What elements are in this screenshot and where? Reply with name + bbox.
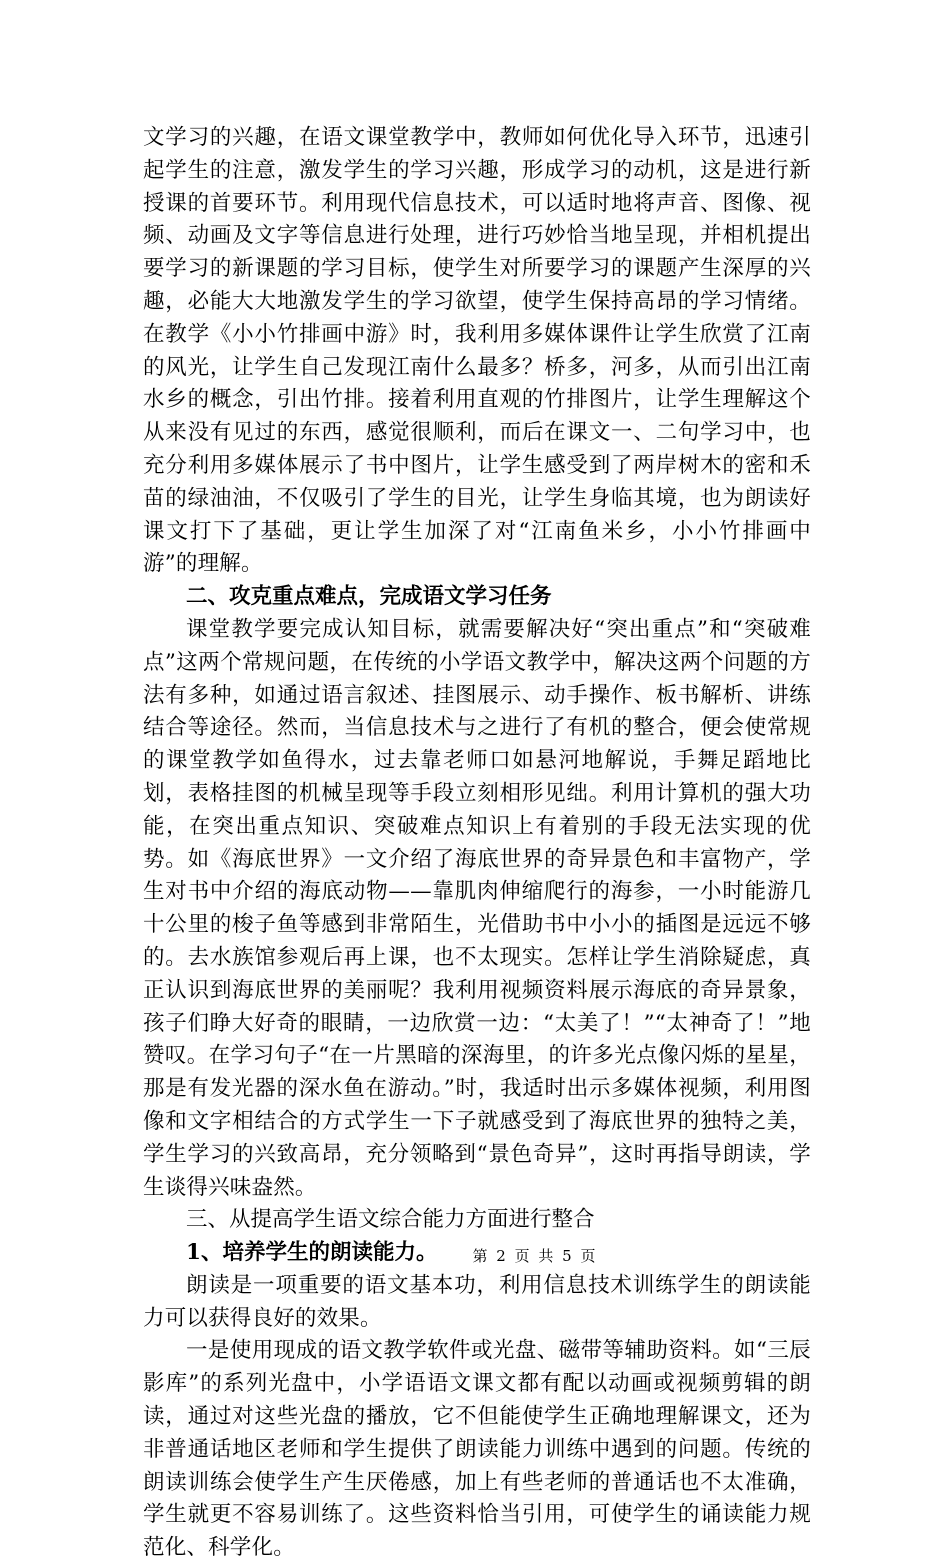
page-number-footer: 第 2 页 共 5 页 [472,1247,598,1265]
paragraph-key-points: 课堂教学要完成认知目标，就需要解决好“突出重点”和“突破难点”这两个常规问题，在传统的小学语文教学中，解决这两个问题的方法有多种，如通过语言叙述、挂图展示、动手操作、板书解析、讲练结合等途径。然而，当信息技术与之进行了有机的整合，便会使常规的课堂教学如鱼得水，过去靠老师口如悬河地解说，手舞足蹈地比划，表格挂图的机械呈现等手段立刻相形见绌。利用计算机的强大功能，在突出重点知识、突破难点知识上有着别的手段无法实现的优势。如《海底世界》一文介绍了海底世界的奇异景色和丰富物产，学生对书中介绍的海底动物——靠肌肉伸缩爬行的海参，一小时能游几十公里的梭子鱼等感到非常陌生，光借助书中小小的插图是远远不够的。去水族馆参观后再上课，也不太现实。怎样让学生消除疑虑，真正认识到海底世界的美丽呢？我利用视频资料展示海底的奇异景象，孩子们睁大好奇的眼睛，一边欣赏一边：“太美了！”“太神奇了！”地赞叹。在学习句子“在一片黑暗的深海里，的许多光点像闪烁的星星，那是有发光器的深水鱼在游动。”时，我适时出示多媒体视频，利用图像和文字相结合的方式学生一下子就感受到了海底世界的独特之美，学生学习的兴致高昂，充分领略到“景色奇异”，这时再指导朗读，学生谈得兴味盎然。 [143,616,811,1200]
section-heading-2: 二、攻克重点难点，完成语文学习任务 [186,584,552,610]
subsection-heading-reading: 1、培养学生的朗读能力。 [186,1240,438,1266]
paragraph-reading-intro: 朗读是一项重要的语文基本功，利用信息技术训练学生的朗读能力可以获得良好的效果。 [143,1272,811,1331]
paragraph-intro: 文学习的兴趣，在语文课堂教学中，教师如何优化导入环节，迅速引起学生的注意，激发学生的学习兴趣，形成学习的动机，这是进行新授课的首要环节。利用现代信息技术，可以适时地将声音、图像、视频、动画及文字等信息进行处理，进行巧妙恰当地呈现，并相机提出要学习的新课题的学习目标，使学生对所要学习的课题产生深厚的兴趣，必能大大地激发学生的学习欲望，使学生保持高昂的学习情绪。在教学《小小竹排画中游》时，我利用多媒体课件让学生欣赏了江南的风光，让学生自己发现江南什么最多？桥多，河多，从而引出江南水乡的概念，引出竹排。接着利用直观的竹排图片，让学生理解这个从来没有见过的东西，感觉很顺利，而后在课文一、二句学习中，也充分利用多媒体展示了书中图片，让学生感受到了两岸树木的密和禾苗的绿油油，不仅吸引了学生的目光，让学生身临其境，也为朗读好课文打下了基础，更让学生加深了对“江南鱼米乡，小小竹排画中游”的理解。 [143,125,811,577]
document-body [143,122,811,1565]
paragraph-reading-materials: 一是使用现成的语文教学软件或光盘、磁带等辅助资料。如“三辰影库”的系列光盘中，小学语语文课文都有配以动画或视频剪辑的朗读，通过对这些光盘的播放，它不但能使学生正确地理解课文，还为非普通话地区老师和学生提供了朗读能力训练中遇到的问题。传统的朗读训练会使学生产生厌倦感，加上有些老师的普通话也不太准确，学生就更不容易训练了。这些资料恰当引用，可使学生的诵读能力规范化、科学化。 [143,1338,811,1561]
section-heading-3: 三、从提高学生语文综合能力方面进行整合 [186,1207,595,1233]
